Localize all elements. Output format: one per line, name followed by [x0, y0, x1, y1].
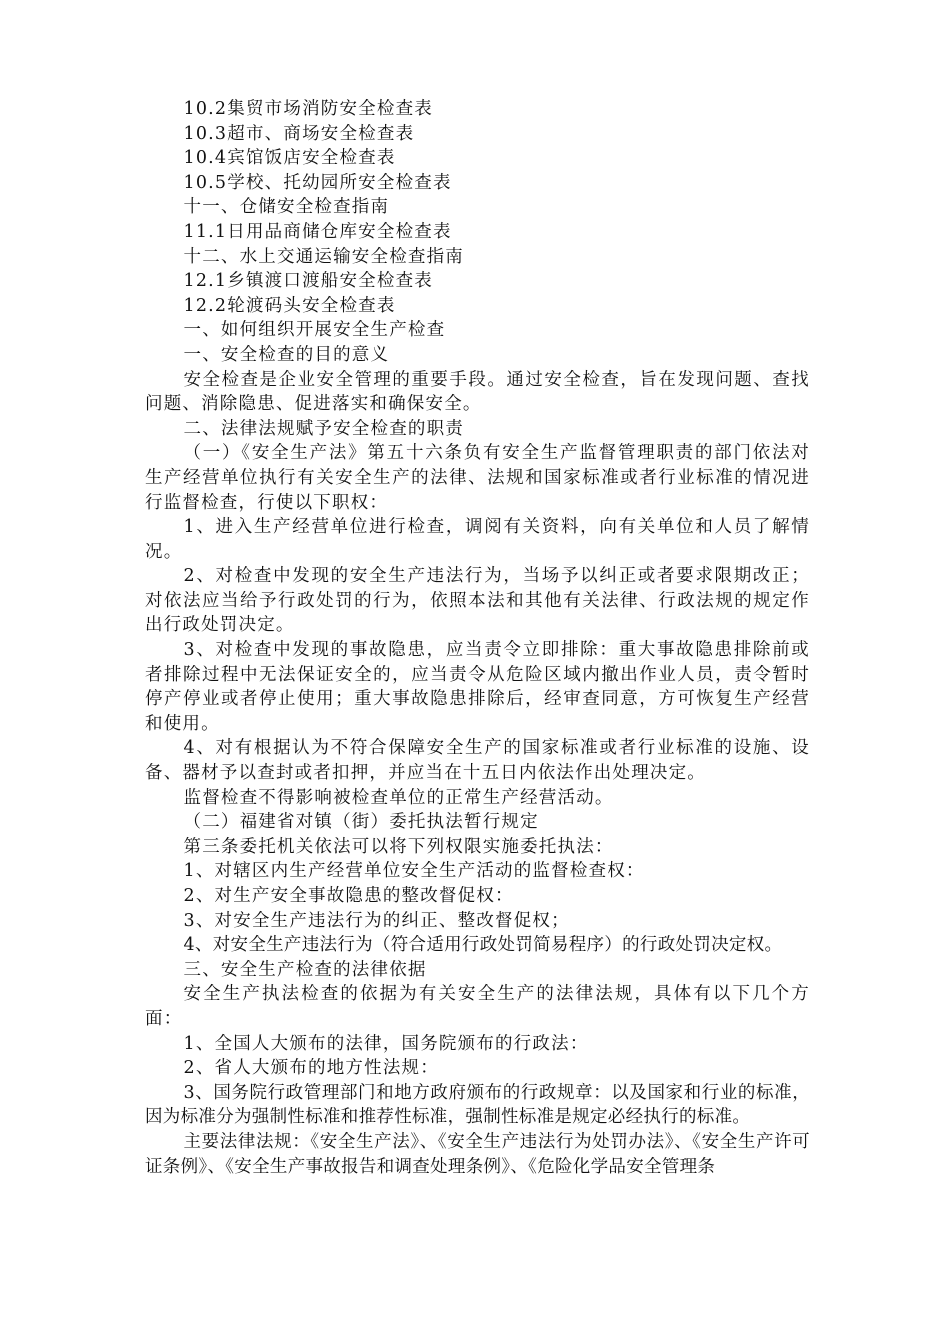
section-heading: 一、安全检查的目的意义 [183, 344, 390, 365]
list-item: 4、对有根据认为不符合保障安全生产的国家标准或者行业标准的设施、设备、器材予以查封或者扣押，并应当在十五日内依法作出处理决定。 [145, 738, 810, 784]
body-paragraph: 主要法律法规：《安全生产法》、《安全生产违法行为处罚办法》、《安全生产许可证条例》、《安全生产事故报告和调查处理条例》、《危险化学品安全管理条 [145, 1131, 810, 1177]
body-paragraph: 监督检查不得影响被检查单位的正常生产经营活动。 [183, 787, 614, 808]
list-item: 1、进入生产经营单位进行检查，调阅有关资料，向有关单位和人员了解情况。 [145, 517, 810, 562]
toc-item-11-1: 11.1日用品商储仓库安全检查表 [183, 221, 452, 242]
toc-item-12-2: 12.2轮渡码头安全检查表 [183, 295, 396, 316]
toc-item-10-4: 10.4宾馆饭店安全检查表 [183, 148, 396, 169]
list-item: 3、国务院行政管理部门和地方政府颁布的行政规章：以及国家和行业的标准，因为标准分为强制性标准和推荐性标准，强制性标准是规定必经执行的标准。 [145, 1082, 810, 1128]
toc-item-10-2: 10.2集贸市场消防安全检查表 [183, 99, 433, 119]
list-item: 2、对生产安全事故隐患的整改督促权： [183, 886, 514, 906]
toc-item-12-1: 12.1乡镇渡口渡船安全检查表 [183, 271, 433, 292]
toc-item-10-3: 10.3超市、商场安全检查表 [183, 123, 415, 144]
document-body [145, 97, 810, 1179]
list-item: 1、对辖区内生产经营单位安全生产活动的监督检查权： [183, 861, 645, 882]
toc-item-10-5: 10.5学校、托幼园所安全检查表 [183, 172, 452, 193]
list-item: 2、对检查中发现的安全生产违法行为，当场予以纠正或者要求限期改正；对依法应当给予行政处罚的行为，依照本法和其他有关法律、行政法规的规定作出行政处罚决定。 [145, 566, 810, 636]
section-heading: 二、法律法规赋予安全检查的职责 [183, 418, 464, 439]
subsection-heading: （二）福建省对镇（街）委托执法暂行规定 [183, 812, 539, 833]
list-item: 2、省人大颁布的地方性法规： [183, 1058, 439, 1079]
list-item: 1、全国人大颁布的法律，国务院颁布的行政法： [183, 1033, 589, 1054]
body-paragraph: 安全生产执法检查的依据为有关安全生产的法律法规，具体有以下几个方面： [145, 984, 810, 1029]
list-item: 4、对安全生产违法行为（符合适用行政处罚简易程序）的行政处罚决定权。 [183, 935, 783, 956]
body-paragraph: 安全检查是企业安全管理的重要手段。通过安全检查，旨在发现问题、查找问题、消除隐患、促进落实和确保安全。 [145, 369, 810, 415]
body-paragraph: （一）《安全生产法》第五十六条负有安全生产监督管理职责的部门依法对生产经营单位执行有关安全生产的法律、法规和国家标准或者行业标准的情况进行监督检查，行使以下职权： [145, 443, 810, 513]
body-paragraph: 第三条委托机关依法可以将下列权限实施委托执法： [183, 836, 614, 857]
toc-section-12: 十二、水上交通运输安全检查指南 [183, 246, 464, 267]
chapter-heading: 一、如何组织开展安全生产检查 [183, 320, 446, 341]
section-heading: 三、安全生产检查的法律依据 [183, 959, 427, 980]
toc-section-11: 十一、仓储安全检查指南 [183, 197, 390, 218]
list-item: 3、对检查中发现的事故隐患，应当责令立即排除：重大事故隐患排除前或者排除过程中无法保证安全的，应当责令从危险区域内撤出作业人员，责令暂时停产停业或者停止使用；重大事故隐患排除后，经审查同意，方可恢复生产经营和使用。 [145, 640, 810, 734]
list-item: 3、对安全生产违法行为的纠正、整改督促权； [183, 910, 570, 931]
